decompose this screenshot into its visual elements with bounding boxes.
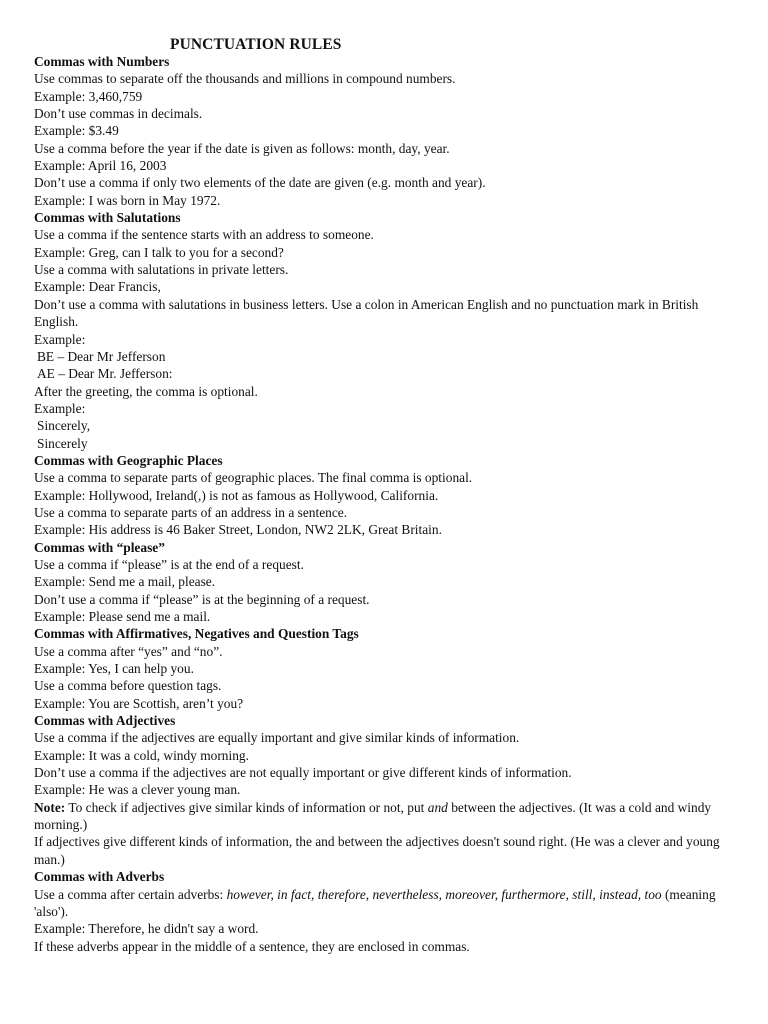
rule-paragraph (34, 886, 734, 921)
example-line: Example: His address is 46 Baker Street, London, NW2 2LK, Great Britain. (34, 522, 442, 538)
example-line: Example: Hollywood, Ireland(,) is not as famous as Hollywood, California. (34, 487, 439, 503)
example-line: BE – Dear Mr Jefferson (37, 348, 166, 364)
example-line: Example: (34, 400, 86, 416)
example-line: Example: Therefore, he didn't say a word. (34, 921, 259, 937)
rule-line: Use a comma if “please” is at the end of a request. (34, 556, 304, 572)
example-line: Example: He was a clever young man. (34, 782, 241, 798)
example-line: Example: Please send me a mail. (34, 609, 211, 624)
example-line: Example: You are Scottish, aren’t you? (34, 695, 244, 711)
rule-line: Use a comma to separate parts of an address in a sentence. (34, 504, 348, 520)
note-text: between the adjectives. (It was a cold and windy morning.) (34, 799, 712, 833)
section-heading: Commas with “please” (34, 539, 165, 555)
rule-line: Don’t use commas in decimals. (34, 106, 203, 122)
rule-line: Use a comma if the sentence starts with an address to someone. (34, 227, 374, 243)
rule-line: If adjectives give different kinds of information, the and between the adjectives doesn't sound right. (He was a clever and young man.) (34, 834, 720, 867)
rule-line: If these adverbs appear in the middle of a sentence, they are enclosed in commas. (34, 938, 470, 954)
adverb-list: however, in fact, therefore, nevertheless, moreover, furthermore, still, instead, too (226, 886, 662, 902)
example-line: Example: 3,460,759 (34, 88, 143, 104)
example-line: Example: Send me a mail, please. (34, 574, 216, 590)
note-label: Note: (34, 799, 66, 815)
page-title: PUNCTUATION RULES (170, 36, 342, 53)
rule-line: Use a comma before question tags. (34, 678, 222, 694)
note-text: To check if adjectives give similar kinds of information or not, put (65, 799, 428, 815)
rule-line: Use a comma after “yes” and “no”. (34, 643, 223, 659)
rule-text: Use a comma after certain adverbs: (34, 886, 227, 902)
rule-line: Don’t use a comma with salutations in business letters. Use a colon in American English and no punctuation mark in British English. (34, 296, 699, 330)
rule-line: Use a comma to separate parts of geographic places. The final comma is optional. (34, 470, 473, 486)
note-paragraph (34, 799, 734, 834)
rule-line: Don’t use a comma if “please” is at the beginning of a request. (34, 591, 370, 607)
example-line: Example: $3.49 (34, 123, 119, 139)
section-heading: Commas with Adverbs (34, 869, 165, 885)
rule-line: Don’t use a comma if the adjectives are not equally important or give different kinds of information. (34, 765, 572, 781)
section-heading: Commas with Geographic Places (34, 452, 223, 468)
rule-line: After the greeting, the comma is optional. (34, 383, 258, 399)
rule-line: Use a comma before the year if the date is given as follows: month, day, year. (34, 140, 450, 156)
document-body (34, 53, 734, 955)
example-line: Example: I was born in May 1972. (34, 192, 221, 208)
example-line: Sincerely (37, 435, 88, 451)
example-line: Sincerely, (37, 418, 91, 434)
example-line: Example: It was a cold, windy morning. (34, 747, 249, 763)
example-line: Example: Yes, I can help you. (34, 661, 194, 677)
example-line: Example: April 16, 2003 (34, 158, 167, 174)
rule-line: Don’t use a comma if only two elements of the date are given (e.g. month and year). (34, 175, 486, 191)
section-heading: Commas with Affirmatives, Negatives and Question Tags (34, 626, 359, 642)
section-heading: Commas with Numbers (34, 54, 170, 69)
rule-line: Use commas to separate off the thousands and millions in compound numbers. (34, 71, 456, 87)
rule-line: Use a comma if the adjectives are equally important and give similar kinds of information. (34, 730, 520, 746)
example-line: Example: Dear Francis, (34, 279, 161, 295)
section-heading: Commas with Salutations (34, 210, 181, 226)
note-emphasis: and (427, 799, 448, 815)
example-line: Example: Greg, can I talk to you for a second? (34, 244, 284, 260)
rule-line: Use a comma with salutations in private letters. (34, 262, 289, 278)
rule-text: (meaning 'also'). (34, 886, 716, 919)
section-heading: Commas with Adjectives (34, 713, 176, 729)
example-line: Example: (34, 331, 86, 347)
example-line: AE – Dear Mr. Jefferson: (37, 366, 173, 382)
